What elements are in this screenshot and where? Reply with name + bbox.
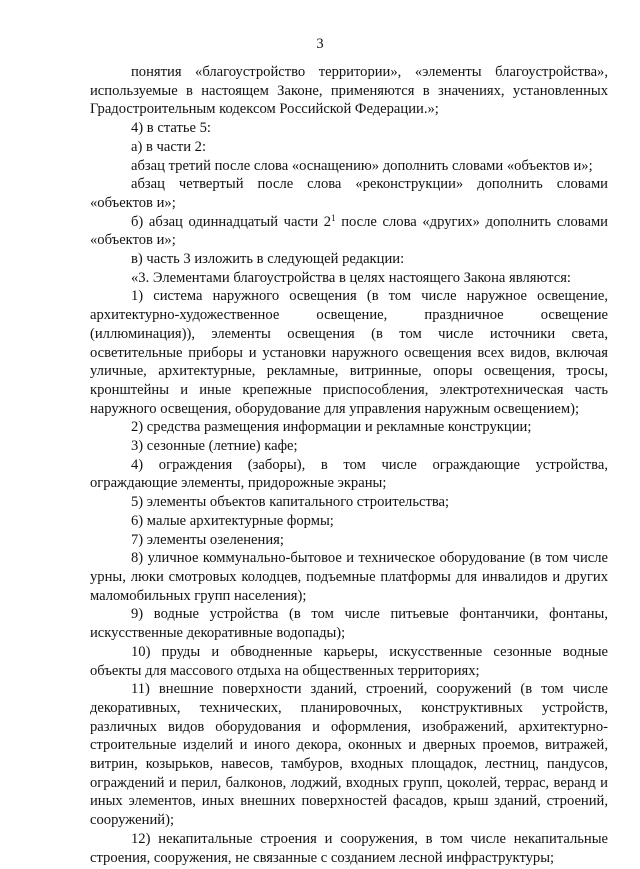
paragraph-part-3-heading: «3. Элементами благоустройства в целях настоящего Закона являются: [131, 269, 571, 286]
paragraph-item-a: а) в части 2: [131, 138, 207, 155]
list-item-10: 10) пруды и обводненные карьеры, искусственные сезонные водные объекты для массового отдыха на общественных территориях; [90, 643, 608, 679]
list-item-6: 6) малые архитектурные формы; [131, 512, 334, 529]
list-item-7: 7) элементы озеленения; [131, 531, 284, 548]
paragraph-item-b-start: б) абзац одиннадцатый части 2 [131, 213, 332, 230]
superscript-one: 1 [331, 212, 336, 223]
list-item-11: 11) внешние поверхности зданий, строений, сооружений (в том числе декоративных, технических, планировочных, конструктивных устройств, различных видов оборудования и оформления, изображений, архитектурно-строительные изделий и иного декора, оконных и дверных проемов, витражей, витрин, козырьков, навесов, тамбуров, входных площадок, лестниц, пандусов, ограждений и перил, балконов, лоджий, входных групп, цоколей, террас, веранд и иных элементов, иных внешних поверхностей фасадов, крыш зданий, строений, сооружений); [90, 681, 608, 829]
paragraph-definitions-note: понятия «благоустройство территории», «элементы благоустройства», используемые в настоящем Законе, применяются в значениях, установленных Градостроительным кодексом Российской Федерации.»; [90, 64, 608, 118]
list-item-4: 4) ограждения (заборы), в том числе ограждающие устройства, ограждающие элементы, придорожные экраны; [90, 456, 608, 492]
page-number: 3 [316, 36, 324, 52]
paragraph-item-b-end: после слова «других» дополнить словами «объектов и»; [90, 213, 608, 249]
paragraph-item-b [90, 213, 608, 250]
list-item-2: 2) средства размещения информации и рекламные конструкции; [131, 419, 532, 436]
list-item-8: 8) уличное коммунально-бытовое и техническое оборудование (в том числе урны, люки смотровых колодцев, подъемные платформы для инвалидов и других маломобильных групп населения); [90, 550, 608, 604]
list-item-12: 12) некапитальные строения и сооружения, в том числе некапитальные строения, сооружения, не связанные с созданием лесной инфраструктуры; [90, 830, 608, 866]
list-item-9: 9) водные устройства (в том числе питьевые фонтанчики, фонтаны, искусственные декоративные водопады); [90, 606, 608, 642]
list-item-5: 5) элементы объектов капитального строительства; [131, 494, 450, 511]
document-body [90, 63, 608, 867]
list-item-3: 3) сезонные (летние) кафе; [131, 438, 298, 455]
paragraph-item-v: в) часть 3 изложить в следующей редакции: [131, 251, 405, 268]
paragraph-abzac-4: абзац четвертый после слова «реконструкции» дополнить словами «объектов и»; [90, 176, 608, 211]
paragraph-item-4: 4) в статье 5: [131, 120, 211, 137]
paragraph-abzac-3: абзац третий после слова «оснащению» дополнить словами «объектов и»; [131, 157, 593, 174]
list-item-1: 1) система наружного освещения (в том числе наружное освещение, архитектурно-художественное освещение, праздничное освещение (иллюминация)), элементы освещения (в том числе источники света, осветительные приборы и установки наружного освещения всех видов, включая уличные, архитектурные, рекламные, витринные, опоры освещения, тросы, кронштейны и иные крепежные приспособления, электротехническая часть наружного освещения, оборудование для управления наружным освещением); [90, 288, 608, 417]
